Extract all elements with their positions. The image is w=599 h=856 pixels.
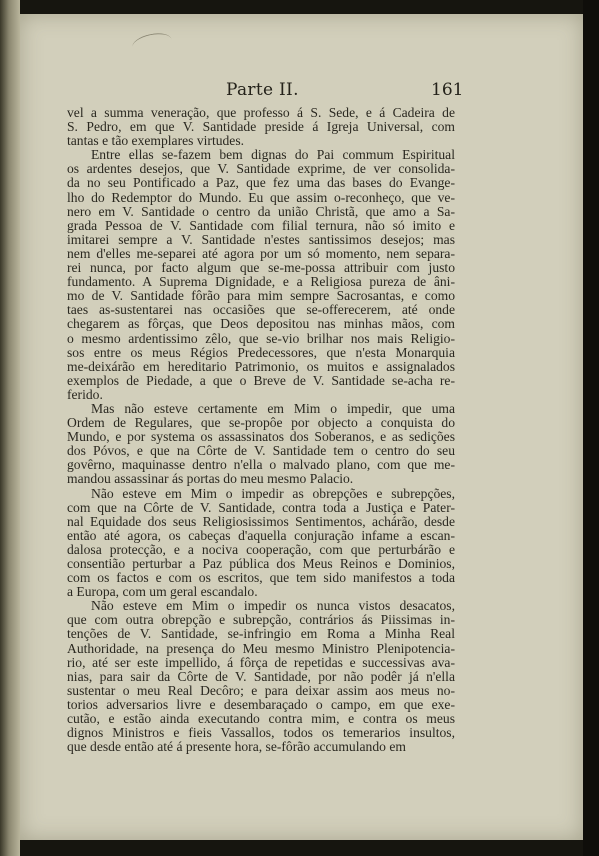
text-line: que com outra obrepção e subrepção, contrários ás Piissimas in- bbox=[67, 612, 455, 628]
text-line: rio, até ser este impellido, á fôrça de repetidas e successivas ava- bbox=[67, 654, 455, 670]
text-line: mandou assassinar ás portas do meu mesmo Palacio. bbox=[67, 471, 354, 487]
text-line: Não esteve em Mim o impedir as obrepções e subrepções, bbox=[91, 485, 455, 501]
text-line: Mas não esteve certamente em Mim o impedir, que uma bbox=[91, 400, 455, 416]
text-line: cutão, e estão ainda executando contra mim, e contra os meus bbox=[67, 711, 455, 727]
text-line: sustentar o meu Real Decôro; e para deixar assim aos meus no- bbox=[67, 682, 455, 698]
text-line: S. Pedro, em que V. Santidade preside á Igreja Universal, com bbox=[67, 119, 455, 135]
text-line: a Europa, com um geral escandalo. bbox=[67, 584, 258, 600]
page-number: 161 bbox=[431, 80, 464, 100]
text-line: Mundo, e por systema os assassinatos dos Soberanos, e as sedições bbox=[67, 429, 455, 445]
paper-mark bbox=[130, 30, 173, 57]
text-line: imitarei sempre a V. Santidade n'estes santissimos desejos; mas bbox=[67, 231, 455, 247]
text-line: os ardentes desejos, que V. Santidade exprime, de ver consolida- bbox=[67, 161, 455, 177]
text-line: então até agora, os cabeças d'aquella conjuração infame a escan- bbox=[67, 527, 455, 543]
text-line: me-deixárão em hereditario Patrimonio, os muitos e assignalados bbox=[67, 358, 455, 374]
text-line: dalosa protecção, e a nociva cooperação, com que perturbárão e bbox=[67, 541, 455, 557]
text-line: dos Póvos, e que na Côrte de V. Santidade tem o centro do seu bbox=[67, 443, 455, 459]
text-line: da no seu Pontificado a Paz, que fez uma das bases do Evange- bbox=[67, 175, 455, 191]
text-line: que desde então até á presente hora, se-fôrão accumulando em bbox=[67, 739, 406, 755]
paragraph bbox=[67, 402, 455, 487]
text-line: nias, para sair da Côrte de V. Santidade, por não podêr já n'ella bbox=[67, 668, 455, 684]
text-line: Entre ellas se-fazem bem dignas do Pai commum Espiritual bbox=[91, 147, 455, 163]
text-line: nero em V. Santidade o centro da união Christã, que amo a Sa- bbox=[67, 203, 455, 219]
text-line: Authoridade, na presença do Meu mesmo Ministro Plenipotencia- bbox=[67, 640, 455, 656]
text-line: lho do Redemptor do Mundo. Eu que assim o-reconheço, que ve- bbox=[67, 189, 455, 205]
text-line: exemplos de Piedade, a que o Breve de V. Santidade se-acha re- bbox=[67, 372, 455, 388]
text-line: torios adversarios livre e desembaraçado o campo, em que exe- bbox=[67, 696, 455, 712]
scan-border bbox=[583, 0, 599, 856]
text-line: consentião perturbar a Paz pública dos Meus Reinos e Dominios, bbox=[67, 556, 455, 571]
text-line: taes as-sustentarei nas occasiões que se-offerecerem, até onde bbox=[67, 302, 455, 318]
text-line: grada Pessoa de V. Santidade com filial ternura, não só imito e bbox=[67, 217, 455, 233]
binding-edge bbox=[0, 0, 20, 856]
text-line: vel a summa veneração, que professo á S. Sede, e á Cadeira de bbox=[67, 105, 455, 120]
text-line: nal Equidade dos seus Religiosissimos Sentimentos, achárão, desde bbox=[67, 513, 455, 529]
body-text bbox=[67, 106, 455, 754]
text-line: nem d'elles me-separei até agora por um só momento, nem separa- bbox=[67, 245, 455, 261]
text-line: com que na Côrte de V. Santidade, contra toda a Justiça e Pater- bbox=[67, 499, 455, 515]
text-line: govêrno, maquinasse dentro n'ella o malvado plano, com que me- bbox=[67, 457, 455, 473]
running-head: Parte II. bbox=[226, 80, 299, 100]
text-line: chegarem as fôrças, que Deos depositou nas minhas mãos, com bbox=[67, 316, 455, 332]
paragraph bbox=[67, 106, 455, 148]
text-line: mo de V. Santidade fôrão para mim sempre Sacrosantas, e como bbox=[67, 288, 455, 304]
page-header bbox=[0, 80, 599, 106]
text-line: o mesmo ardentissimo zêlo, que se-vio brilhar nos mais Religio- bbox=[67, 330, 455, 346]
paragraph bbox=[67, 487, 455, 600]
text-line: com os factos e com os escritos, que tem sido manifestos a toda bbox=[67, 570, 455, 586]
text-line: Ordem de Regulares, que se-propôe por objecto a conquista do bbox=[67, 415, 455, 431]
text-line: fundamento. A Suprema Dignidade, e a Religiosa pureza de âni- bbox=[67, 274, 455, 290]
text-line: Não esteve em Mim o impedir os nunca vistos desacatos, bbox=[91, 598, 455, 614]
paragraph bbox=[67, 599, 455, 754]
text-line: tenções de V. Santidade, se-infringio em Roma a Minha Real bbox=[67, 626, 455, 642]
text-line: tantas e tão exemplares virtudes. bbox=[67, 133, 245, 149]
text-line: rei nunca, por facto algum que se-me-possa attribuir com justo bbox=[67, 260, 455, 276]
text-line: sos entre os meus Régios Predecessores, que n'esta Monarquia bbox=[67, 344, 455, 360]
text-line: dignos Ministros e fieis Vassallos, todos os temerarios insultos, bbox=[67, 725, 455, 741]
text-line: ferido. bbox=[67, 386, 103, 402]
paragraph bbox=[67, 148, 455, 402]
